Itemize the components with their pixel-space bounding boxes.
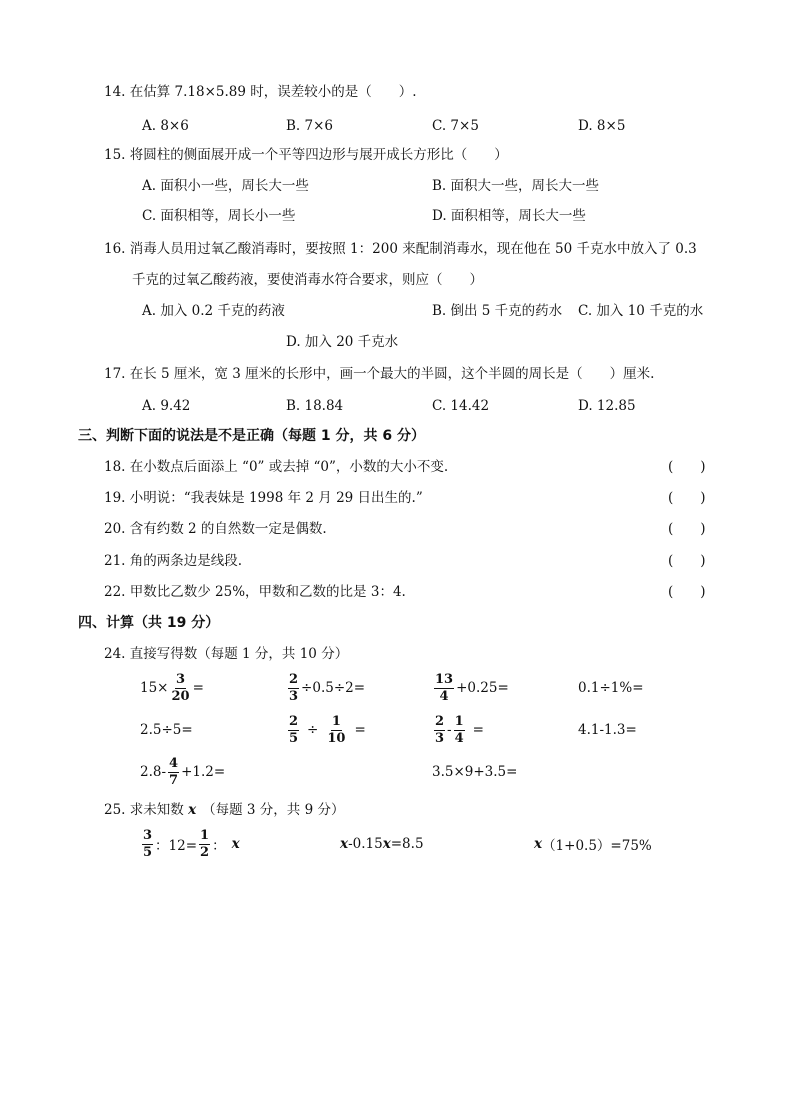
fraction: [142, 829, 153, 860]
denominator: 4: [439, 688, 449, 704]
q24-expr-3: [432, 671, 509, 705]
expr-text: 0.1÷1%=: [578, 680, 644, 696]
fraction: [454, 715, 465, 746]
q17-option-c[interactable]: C. 14.42: [432, 398, 490, 414]
fraction: [288, 715, 299, 746]
fraction: [288, 673, 299, 704]
denominator: 20: [171, 688, 190, 704]
numerator: 2: [289, 671, 299, 687]
q24-expr-2: [286, 671, 365, 705]
expr-text: ：: [212, 838, 226, 854]
expr-text: +1.2=: [181, 764, 226, 780]
numerator: 1: [331, 713, 341, 729]
q16-option-d[interactable]: D. 加入 20 千克水: [286, 334, 399, 350]
q17-stem: 17. 在长 5 厘米，宽 3 厘米的长形中，画一个最大的半圆，这个半圆的周长是（ ）厘米.: [104, 366, 655, 382]
q25-title-post: （每题 3 分，共 9 分）: [202, 802, 345, 818]
expr-text: 2.5÷5=: [140, 722, 193, 738]
numerator: 3: [176, 671, 186, 687]
expr-text: =: [192, 680, 204, 696]
numerator: 1: [200, 827, 210, 843]
variable-x: x: [340, 836, 349, 852]
numerator: 2: [289, 713, 299, 729]
denominator: 5: [143, 844, 153, 860]
q17-option-b[interactable]: B. 18.84: [286, 398, 344, 414]
q16-stem-line2: 千克的过氧乙酸药液，要使消毒水符合要求，则应（ ）: [132, 272, 483, 288]
expr-text: （1+0.5）=75%: [542, 838, 652, 854]
q24-expr-10: [432, 755, 517, 789]
denominator: 3: [435, 730, 445, 746]
q21-statement: 21. 角的两条边是线段.: [104, 553, 243, 569]
expr-text: ：12=: [155, 838, 198, 854]
q25-equation-1: [140, 827, 240, 861]
fraction: [199, 829, 210, 860]
denominator: 10: [327, 730, 346, 746]
q15-option-d[interactable]: D. 面积相等，周长大一些: [432, 208, 586, 224]
denominator: 4: [454, 730, 464, 746]
q14-stem: 14. 在估算 7.18×5.89 时，误差较小的是（ ）.: [104, 84, 417, 100]
q15-stem: 15. 将圆柱的侧面展开成一个平等四边形与展开成长方形比（ ）: [104, 147, 508, 163]
q18-statement: 18. 在小数点后面添上 “0” 或去掉 “0”，小数的大小不变.: [104, 459, 449, 475]
numerator: 13: [435, 671, 454, 687]
expr-text: ÷0.5÷2=: [301, 680, 366, 696]
expr-operator: ÷: [307, 722, 319, 738]
denominator: 2: [200, 844, 210, 860]
q20-statement: 20. 含有约数 2 的自然数一定是偶数.: [104, 521, 327, 537]
variable-x: x: [382, 836, 391, 852]
q15-option-b[interactable]: B. 面积大一些，周长大一些: [432, 178, 600, 194]
variable-x: x: [534, 836, 543, 852]
q14-option-d[interactable]: D. 8×5: [578, 118, 626, 134]
denominator: 3: [289, 688, 299, 704]
denominator: 5: [289, 730, 299, 746]
q21-answer-bracket[interactable]: ( ): [668, 553, 706, 569]
q24-expr-6: [286, 713, 366, 747]
q14-option-c[interactable]: C. 7×5: [432, 118, 479, 134]
fraction: [434, 715, 445, 746]
expr-text: +0.25=: [456, 680, 509, 696]
q16-option-b[interactable]: B. 倒出 5 千克的药水: [432, 303, 563, 319]
q22-answer-bracket[interactable]: ( ): [668, 584, 706, 600]
q20-answer-bracket[interactable]: ( ): [668, 521, 706, 537]
numerator: 1: [454, 713, 464, 729]
expr-text: 2.8-: [140, 764, 167, 780]
q17-option-a[interactable]: A. 9.42: [142, 398, 191, 414]
expr-text: =: [472, 722, 484, 738]
section-4-title: 四、计算（共 19 分）: [78, 615, 220, 631]
q17-option-d[interactable]: D. 12.85: [578, 398, 636, 414]
numerator: 2: [435, 713, 445, 729]
q16-option-a[interactable]: A. 加入 0.2 千克的药液: [142, 303, 285, 319]
q24-expr-9: [140, 755, 225, 789]
fraction: [171, 673, 191, 704]
q25-equation-3: [534, 827, 652, 861]
q24-expr-1: [140, 671, 204, 705]
fraction: [326, 715, 346, 746]
q19-answer-bracket[interactable]: ( ): [668, 490, 706, 506]
q18-answer-bracket[interactable]: ( ): [668, 459, 706, 475]
fraction: [168, 757, 179, 788]
q15-option-c[interactable]: C. 面积相等，周长小一些: [142, 208, 296, 224]
expr-text: =: [354, 722, 366, 738]
expr-text: =8.5: [390, 836, 424, 852]
numerator: 3: [143, 827, 153, 843]
q14-option-b[interactable]: B. 7×6: [286, 118, 333, 134]
variable-x: x: [188, 802, 197, 818]
q22-statement: 22. 甲数比乙数少 25%，甲数和乙数的比是 3：4.: [104, 584, 406, 600]
section-3-title: 三、判断下面的说法是不是正确（每题 1 分，共 6 分）: [78, 428, 425, 444]
denominator: 7: [169, 772, 179, 788]
q24-title: 24. 直接写得数（每题 1 分，共 10 分）: [104, 646, 349, 662]
expr-operator: -: [447, 722, 452, 738]
q24-expr-7: [432, 713, 484, 747]
expr-text: -0.15: [348, 836, 383, 852]
q16-stem-line1: 16. 消毒人员用过氧乙酸消毒时，要按照 1：200 来配制消毒水，现在他在 50 千克水中放入了 0.3: [104, 241, 697, 257]
expr-text: 3.5×9+3.5=: [432, 764, 518, 780]
q16-option-c[interactable]: C. 加入 10 千克的水: [578, 303, 704, 319]
q19-statement: 19. 小明说：“我表妹是 1998 年 2 月 29 日出生的.”: [104, 490, 423, 506]
numerator: 4: [169, 755, 179, 771]
q15-option-a[interactable]: A. 面积小一些，周长大一些: [142, 178, 309, 194]
q25-equation-2: [340, 827, 424, 861]
q24-expr-8: [578, 713, 637, 747]
fraction: [434, 673, 454, 704]
q25-title-pre: 25. 求未知数: [104, 802, 189, 818]
expr-text: 15×: [140, 680, 169, 696]
variable-x: x: [231, 836, 240, 852]
q14-option-a[interactable]: A. 8×6: [142, 118, 189, 134]
q25-title: [104, 802, 344, 818]
expr-text: 4.1-1.3=: [578, 722, 637, 738]
q24-expr-4: [578, 671, 644, 705]
q24-expr-5: [140, 713, 193, 747]
